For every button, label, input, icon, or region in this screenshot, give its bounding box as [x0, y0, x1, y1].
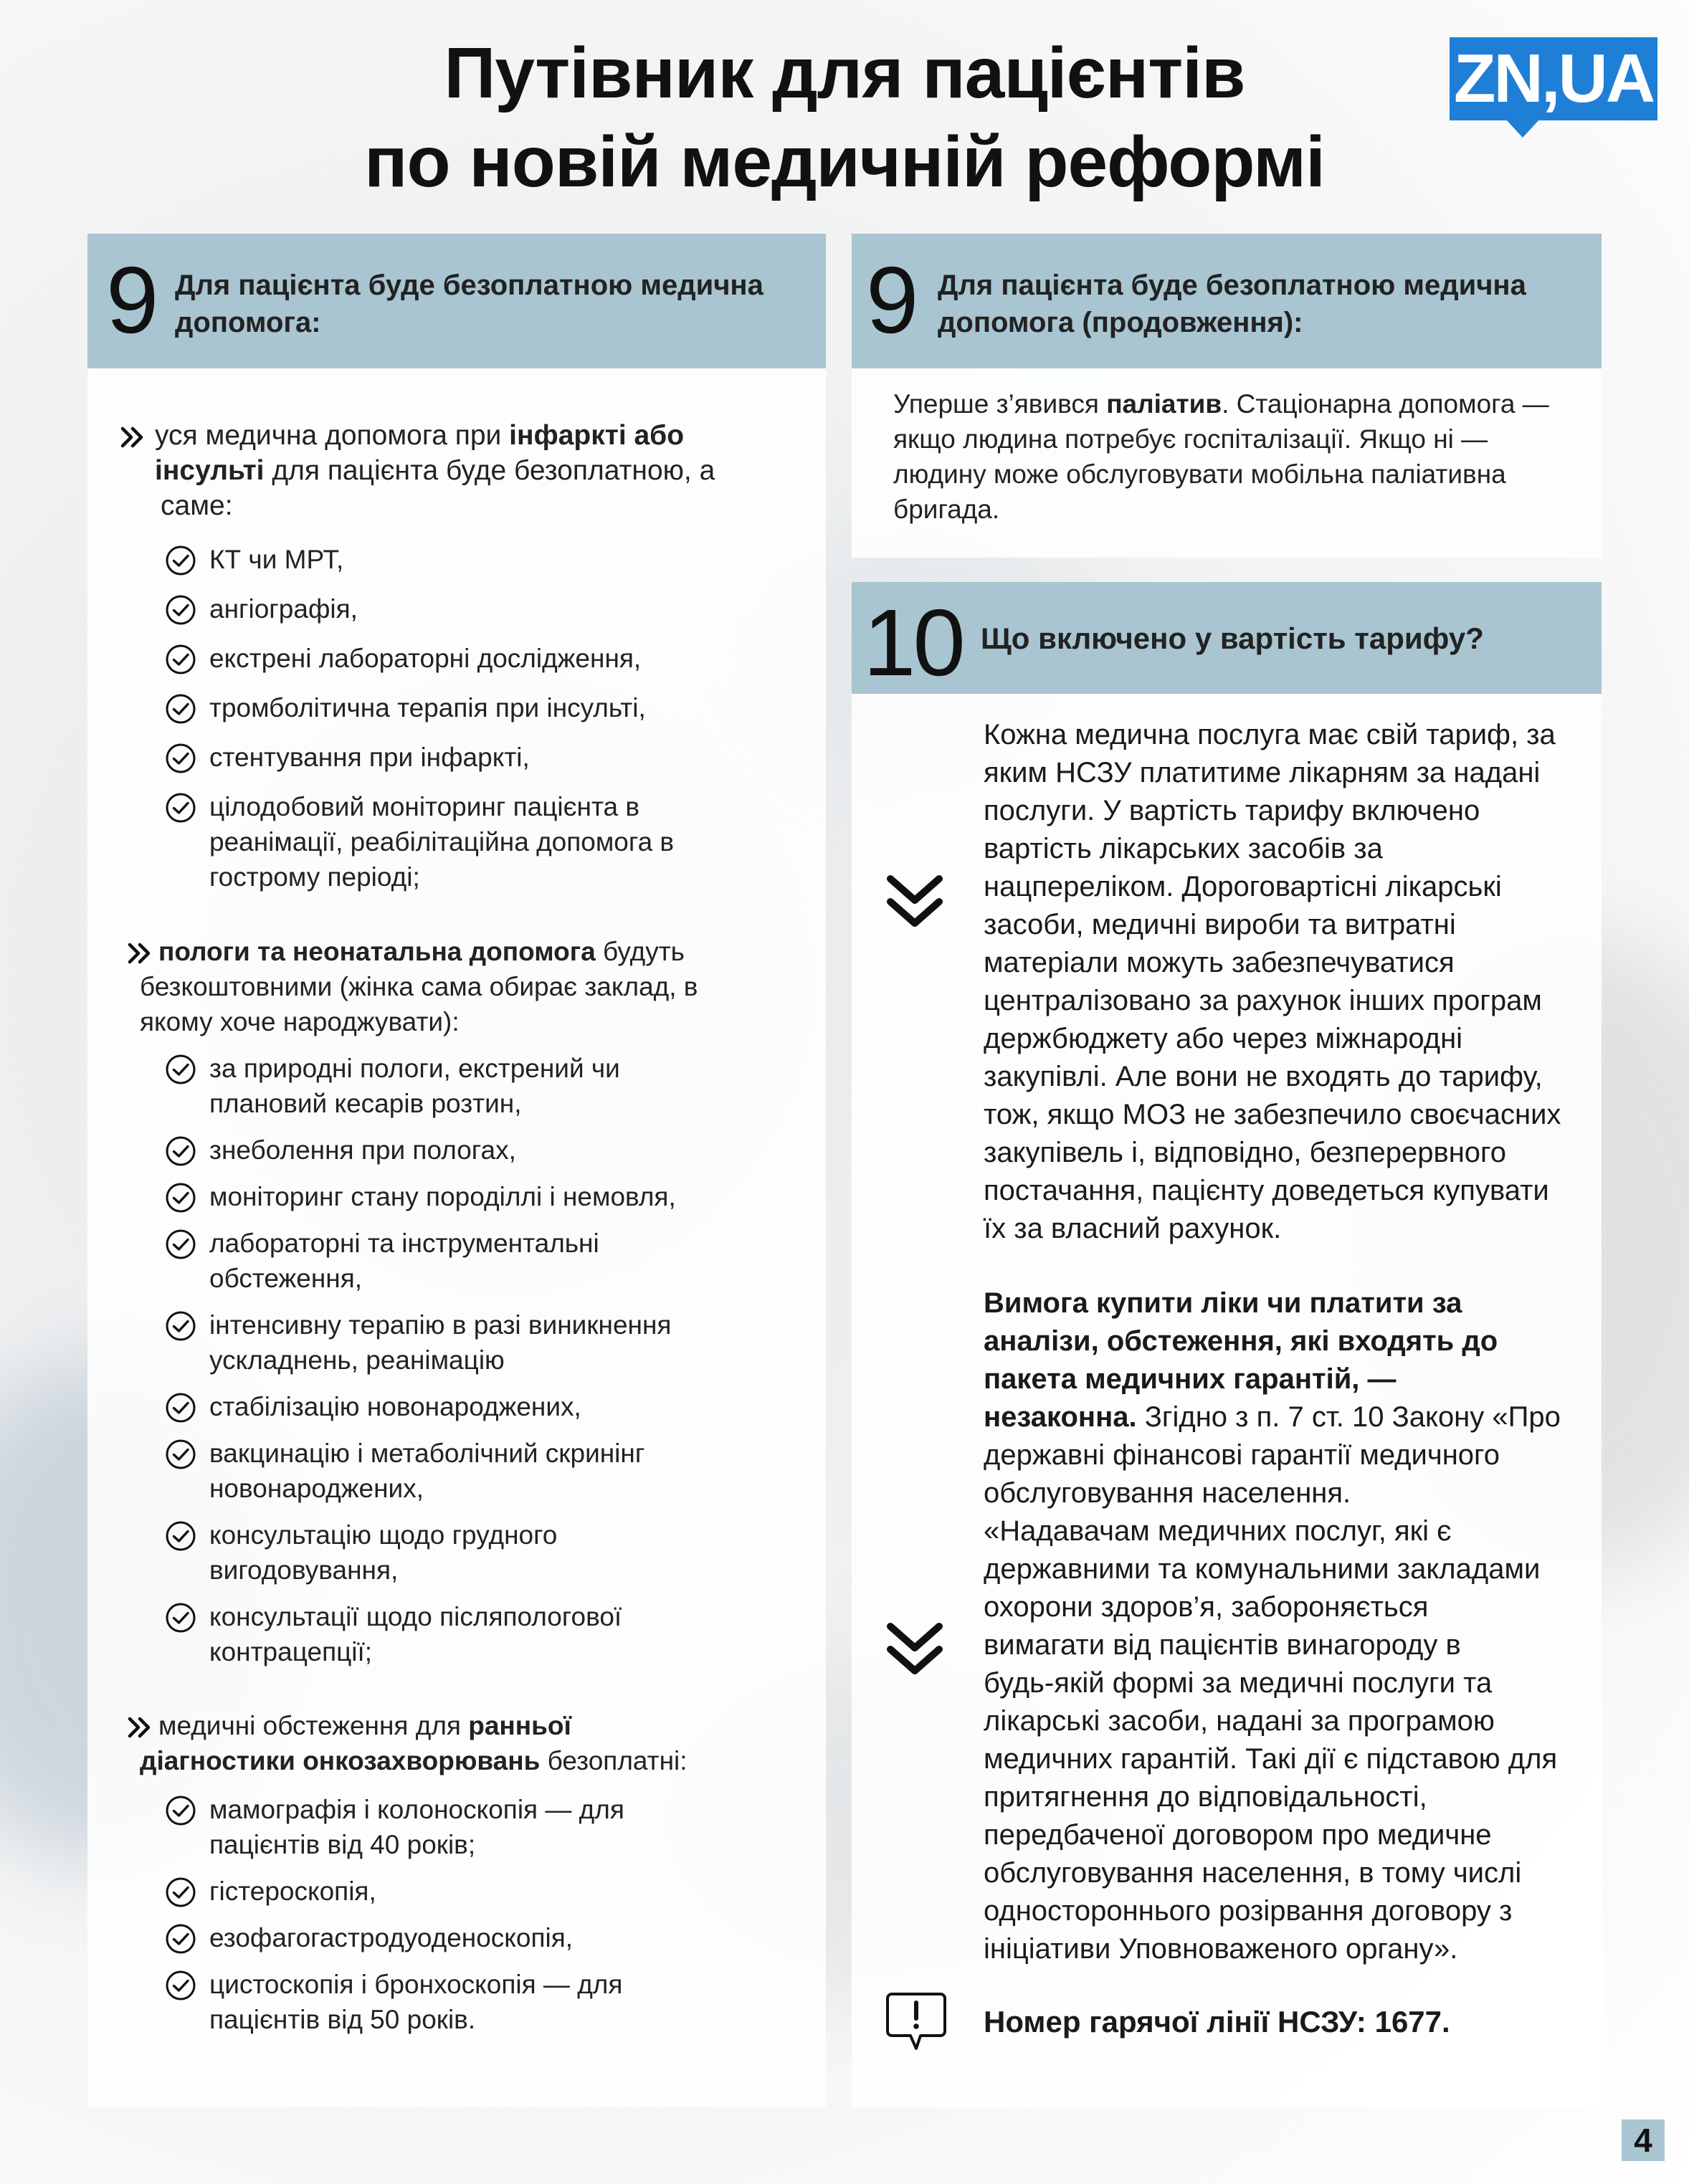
checklist-item-line: езофагогастродуоденоскопія,: [209, 1923, 574, 1952]
section3-line-1-bold: ранньої: [468, 1711, 571, 1740]
checklist-item-line: консультацію щодо грудного: [209, 1520, 558, 1550]
checklist-item-line: вигодовування,: [209, 1555, 399, 1585]
double-chevron-right-icon: [118, 423, 147, 452]
section2-intro: [158, 934, 804, 969]
section1-intro: [155, 418, 800, 523]
checklist-item: [209, 789, 783, 895]
right-top-panel: [852, 234, 1602, 558]
checklist-item-line: цілодобовий моніторинг пацієнта в: [209, 792, 640, 821]
checklist-item-line: новонароджених,: [209, 1474, 424, 1503]
check-circle-icon: [165, 743, 196, 774]
paragraph-line: державними та комунальними закладами: [984, 1553, 1541, 1585]
paragraph-line: Кожна медична послуга має свій тариф, за: [984, 719, 1556, 750]
paragraph-line: вимагати від пацієнтів винагороду в: [984, 1629, 1461, 1661]
paragraph-line: «Надавачам медичних послуг, які є: [984, 1515, 1452, 1547]
right-top-header: [852, 234, 1602, 368]
section2-line-3: якому хоче народжувати):: [140, 1007, 460, 1036]
palliative-line-3: людину може обслуговувати мобільна паліативна: [893, 459, 1506, 489]
checklist-item-line: стабілізацію новонароджених,: [209, 1392, 581, 1421]
law-reference: Згідно з п. 7 ст. 10 Закону «Про: [1136, 1401, 1561, 1433]
checklist-item: [209, 641, 783, 676]
section3-line-1: [158, 1708, 804, 1743]
checklist-item: [209, 1517, 783, 1588]
palliative-line-4: бригада.: [893, 495, 1000, 524]
paragraph-line: тож, якщо МОЗ не забезпечило своєчасних: [984, 1099, 1561, 1130]
checklist-item: [209, 690, 783, 725]
section2-line-1: [158, 934, 804, 969]
check-circle-icon: [165, 1310, 196, 1342]
check-circle-icon: [165, 644, 196, 675]
checklist-item: [209, 591, 783, 626]
palliative-line-1: [893, 386, 1581, 421]
section3-intro: [158, 1708, 804, 1743]
check-circle-icon: [165, 1520, 196, 1552]
section-heading: Що включено у вартість тарифу?: [981, 621, 1484, 655]
paragraph-line: держбюджету або через міжнародні: [984, 1023, 1463, 1054]
section2-intro-cont: [140, 969, 785, 1039]
palliative-line-2: якщо людина потребує госпіталізації. Якщо ні —: [893, 424, 1488, 454]
check-circle-icon: [165, 1392, 196, 1424]
checklist-item-line: моніторинг стану породіллі і немовля,: [209, 1182, 676, 1211]
checklist-item: [209, 1389, 783, 1424]
palliative-line-1-a: Уперше з’явився: [893, 389, 1107, 419]
section-number: 9: [866, 247, 919, 353]
double-chevron-right-icon: [125, 939, 154, 968]
law-quote-lines: [984, 1436, 1579, 1968]
section1-line-2-text: для пацієнта буде безоплатною, а: [264, 455, 715, 486]
illegal-demand-bold-lines: [984, 1284, 1579, 1398]
checklist-item: [209, 1436, 783, 1506]
illegal-demand-paragraph: [984, 1284, 1579, 1968]
section1-line-3: саме:: [161, 490, 233, 521]
double-chevron-right-icon: [125, 1713, 154, 1742]
checklist-item: [209, 740, 783, 775]
paragraph-line: будь-якій формі за медичні послуги та: [984, 1667, 1493, 1699]
checklist-item-line: цистоскопія і бронхоскопія — для: [209, 1970, 623, 1999]
checklist-item-line: стентування при інфаркті,: [209, 743, 530, 772]
paragraph-line: Вимога купити ліки чи платити за: [984, 1287, 1462, 1319]
heading-line-1: Для пацієнта буде безоплатною медична: [938, 270, 1526, 301]
checklist-item-line: вакцинацію і метаболічний скринінг: [209, 1439, 645, 1468]
logo-speech-tail: [1505, 119, 1540, 138]
paragraph-line: обслуговування населення, в тому числі: [984, 1857, 1522, 1889]
checklist-item-line: реанімації, реабілітаційна допомога в: [209, 827, 675, 857]
check-circle-icon: [165, 693, 196, 725]
section2-line-1-text: будуть: [595, 937, 685, 966]
paragraph-line: притягнення до відповідальності,: [984, 1781, 1427, 1813]
paragraph-line: аналізи, обстеження, які входять до: [984, 1325, 1498, 1357]
page-title: [0, 29, 1689, 206]
paragraph-line: матеріали можуть забезпечуватися: [984, 947, 1455, 978]
section2-line-1-bold: пологи та неонатальна допомога: [158, 937, 596, 966]
section-heading: [938, 267, 1526, 341]
checklist-item-line: знеболення при пологах,: [209, 1135, 516, 1165]
checklist-item-line: обстеження,: [209, 1264, 363, 1293]
right-bottom-header: [852, 582, 1602, 694]
check-circle-icon: [165, 594, 196, 626]
double-chevron-down-icon: [882, 1616, 948, 1682]
heading-line-2: допомога:: [175, 307, 321, 338]
check-circle-icon: [165, 1877, 196, 1908]
section1-line-1-text: уся медична допомога при: [155, 420, 510, 451]
checklist-item: [209, 542, 783, 577]
checklist-item-line: за природні пологи, екстрений чи: [209, 1054, 620, 1083]
checklist-item: [209, 1226, 783, 1296]
check-circle-icon: [165, 1795, 196, 1826]
heading-line-1: Для пацієнта буде безоплатною медична: [175, 270, 763, 301]
paragraph-line: закупівлі. Але вони не входять до тарифу,: [984, 1061, 1543, 1092]
checklist-item: [209, 1792, 783, 1862]
page-number: 4: [1622, 2119, 1665, 2161]
left-panel-header: [87, 234, 826, 368]
paragraph-line: закупівель і, відповідно, безперервного: [984, 1137, 1506, 1168]
check-circle-icon: [165, 792, 196, 824]
checklist-item: [209, 1307, 783, 1378]
paragraph-line: централізовано за рахунок інших програм: [984, 985, 1542, 1016]
palliative-line-1-c: . Стаціонарна допомога —: [1222, 389, 1549, 419]
checklist-item: [209, 1179, 783, 1214]
section3-line-2-text: безоплатні:: [540, 1746, 688, 1775]
section3-line-2-bold: діагностики онкозахворювань: [140, 1746, 541, 1775]
checklist-item-line: інтенсивну терапію в разі виникнення: [209, 1310, 672, 1340]
checklist-item: [209, 1599, 783, 1669]
palliative-line-1-bold: паліатив: [1106, 389, 1222, 419]
check-circle-icon: [165, 1923, 196, 1955]
paragraph-line: нацпереліком. Дороговартісні лікарські: [984, 871, 1502, 902]
checklist-item: [209, 1051, 783, 1121]
checklist-item: [209, 1874, 783, 1909]
alert-speech-bubble-icon: [885, 1990, 948, 2054]
checklist-item-line: ускладнень, реанімацію: [209, 1345, 505, 1375]
paragraph-line: засоби, медичні вироби та витратні: [984, 909, 1456, 940]
checklist-item: [209, 1967, 783, 2037]
check-circle-icon: [165, 545, 196, 576]
paragraph-line: одностороннього розірвання договору з: [984, 1895, 1513, 1927]
checklist-item-line: ангіографія,: [209, 594, 358, 624]
section-heading: [175, 267, 763, 341]
paragraph-line: постачання, пацієнту доведеться купувати: [984, 1175, 1549, 1206]
paragraph-line: державні фінансові гарантії медичного: [984, 1439, 1500, 1471]
section3-intro-cont: [140, 1743, 785, 1778]
paragraph-line: яким НСЗУ платитиме лікарням за надані: [984, 757, 1541, 788]
zn-ua-logo[interactable]: ZN,UA: [1450, 37, 1657, 120]
section3-line-1-text: медичні обстеження для: [158, 1711, 469, 1740]
check-circle-icon: [165, 1135, 196, 1167]
hotline-text: Номер гарячої лінії НСЗУ: 1677.: [984, 2005, 1450, 2038]
paragraph-line: медичних гарантій. Такі дії є підставою для: [984, 1743, 1558, 1775]
checklist-item-line: екстрені лабораторні дослідження,: [209, 644, 642, 673]
checklist-item: [209, 1920, 783, 1955]
double-chevron-down-icon: [882, 869, 948, 935]
check-circle-icon: [165, 1054, 196, 1085]
check-circle-icon: [165, 1602, 196, 1634]
title-line-2: по новій медичній реформі: [364, 122, 1325, 202]
checklist-item-line: лабораторні та інструментальні: [209, 1229, 599, 1258]
paragraph-line: послуги. У вартість тарифу включено: [984, 795, 1480, 826]
check-circle-icon: [165, 1182, 196, 1213]
paragraph-line: передбаченої договором про медичне: [984, 1819, 1492, 1851]
checklist-item-line: мамографія і колоноскопія — для: [209, 1795, 624, 1824]
paragraph-line: обслуговування населення.: [984, 1477, 1351, 1509]
illegal-demand-mixed-line: [984, 1398, 1579, 1436]
heading-line-2: допомога (продовження):: [938, 307, 1303, 338]
illegal-word: незаконна.: [984, 1401, 1137, 1433]
check-circle-icon: [165, 1229, 196, 1260]
section1-line-1: [155, 418, 800, 453]
section1-line-2-bold: інсульті: [155, 455, 265, 486]
section1-line-2: [155, 453, 800, 488]
paragraph-line: пакета медичних гарантій, —: [984, 1363, 1397, 1395]
paragraph-line: вартість лікарських засобів за: [984, 833, 1383, 864]
checklist-item-line: гострому періоді;: [209, 862, 420, 892]
section-number: 10: [863, 590, 963, 695]
paragraph-line: ініціативи Уповноваженого органу».: [984, 1933, 1458, 1965]
section3-line-2: [140, 1743, 785, 1778]
checklist-item-line: плановий кесарів розтин,: [209, 1089, 522, 1118]
title-line-1: Путівник для пацієнтів: [444, 33, 1245, 113]
section1-line-1-bold: інфаркті або: [509, 420, 685, 451]
checklist-item-line: пацієнтів від 40 років;: [209, 1830, 476, 1859]
tariff-paragraph: [984, 716, 1579, 1248]
paragraph-line: лікарські засоби, надані за програмою: [984, 1705, 1495, 1737]
checklist-item: [209, 1132, 783, 1168]
checklist-item-line: гістероскопія,: [209, 1877, 376, 1906]
checklist-item-line: контрацепції;: [209, 1637, 373, 1666]
section-number: 9: [106, 247, 159, 353]
checklist-item-line: пацієнтів від 50 років.: [209, 2005, 476, 2034]
checklist-item-line: консультації щодо післяпологової: [209, 1602, 622, 1631]
palliative-text: [893, 386, 1581, 527]
check-circle-icon: [165, 1439, 196, 1470]
checklist-item-line: КТ чи МРТ,: [209, 545, 344, 574]
section2-line-2: безкоштовними (жінка сама обирає заклад, в: [140, 972, 698, 1001]
paragraph-line: їх за власний рахунок.: [984, 1213, 1282, 1244]
checklist-item-line: тромболітична терапія при інсульті,: [209, 693, 646, 723]
check-circle-icon: [165, 1970, 196, 2001]
paragraph-line: охорони здоров’я, забороняється: [984, 1591, 1429, 1623]
